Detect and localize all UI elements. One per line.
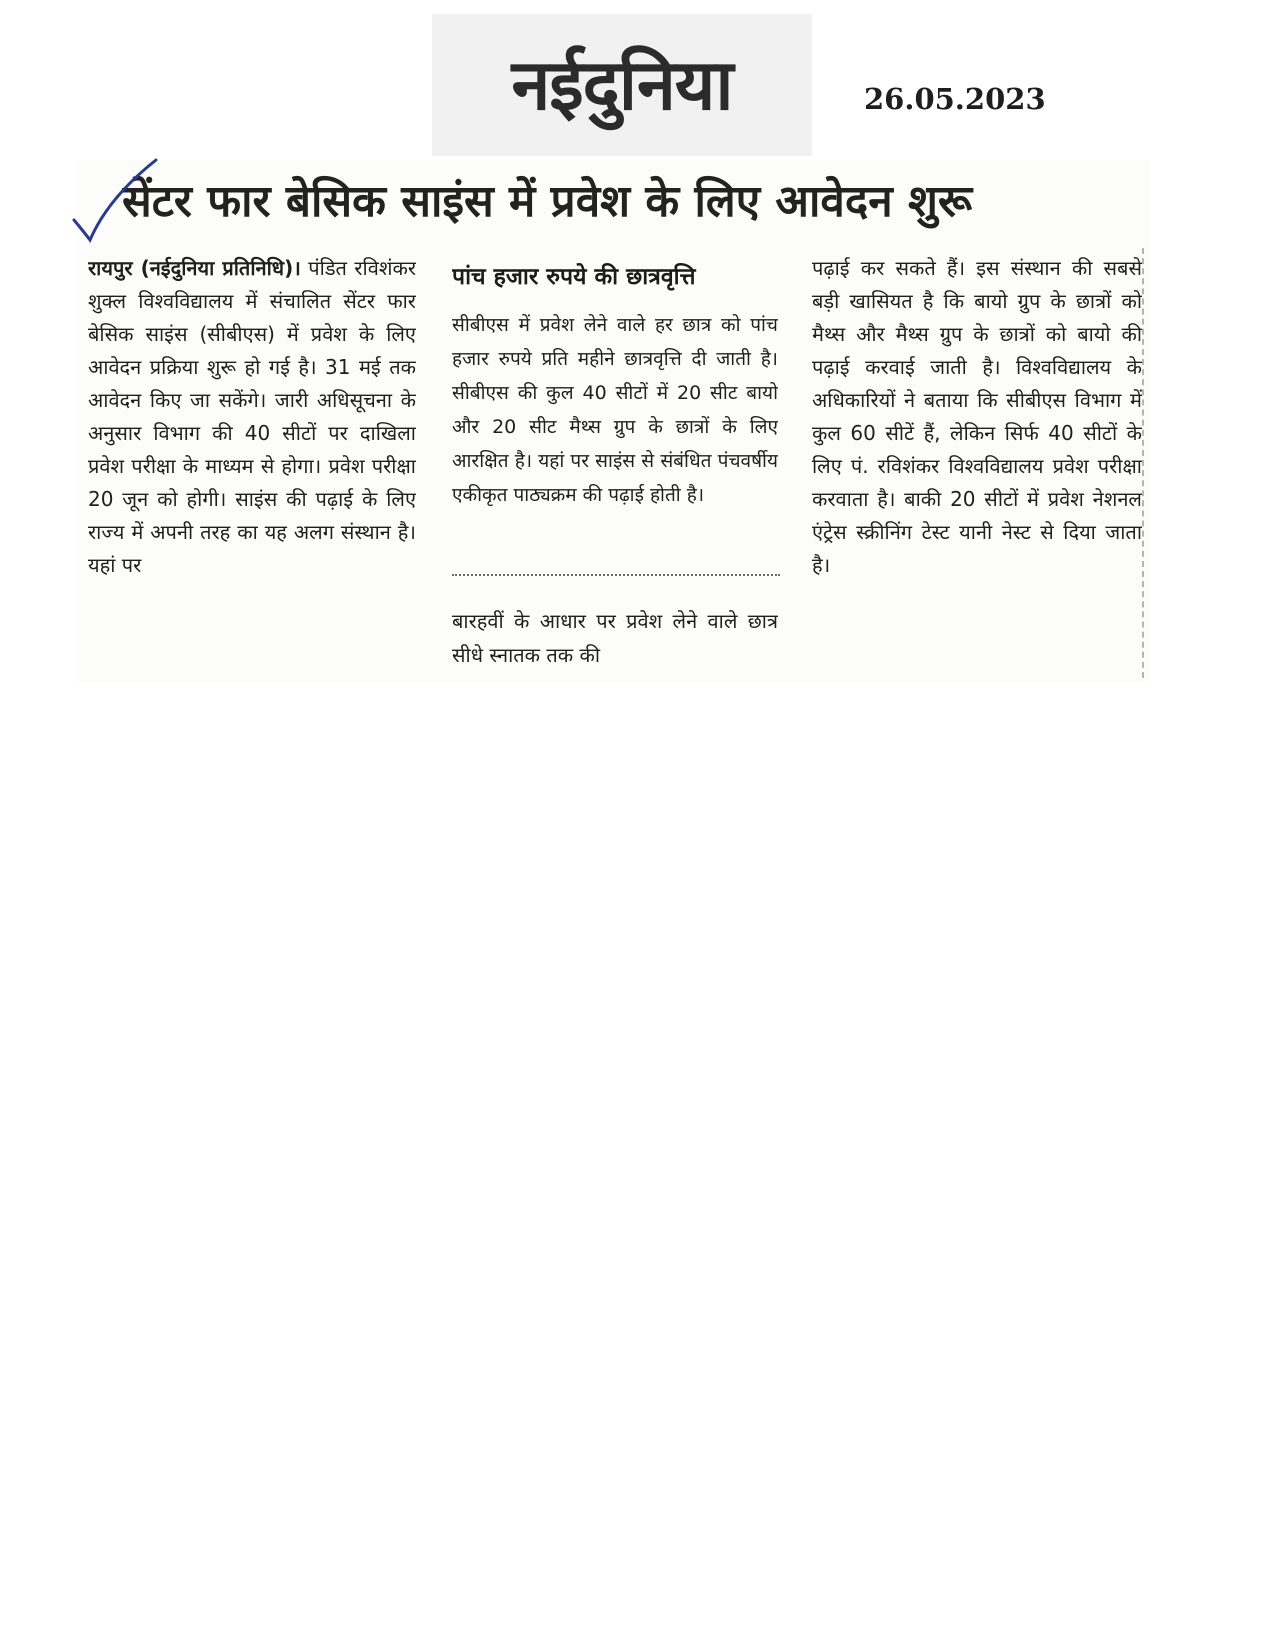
article-dateline: रायपुर (नईदुनिया प्रतिनिधि)। (88, 256, 301, 280)
check-mark-icon (68, 158, 164, 254)
article-column-right: पढ़ाई कर सकते हैं। इस संस्थान की सबसे बड़ी खासियत है कि बायो ग्रुप के छात्रों को मैथ्स और मैथ्स ग्रुप के छात्रों को बायो की पढ़ाई करवाई जाती है। विश्वविद्यालय के अधिकारियों ने बताया कि सीबीएस विभाग में कुल 60 सीटें हैं, लेकिन सिर्फ 40 सीटों के लिए पं. रविशंकर विश्वविद्यालय प्रवेश परीक्षा करवाता है। बाकी 20 सीटों में प्रवेश नेशनल एंट्रेस स्क्रीनिंग टेस्ट यानी नेस्ट से दिया जाता है। (812, 256, 1142, 577)
masthead-title: नईदुनिया (511, 44, 733, 126)
newspaper-masthead (432, 14, 812, 156)
column-divider (452, 574, 780, 576)
publication-date: 26.05.2023 (864, 82, 1046, 116)
article-subheading: पांच हजार रुपये की छात्रवृत्ति (452, 264, 696, 290)
article-column-left (88, 252, 416, 676)
article-body-left: पंडित रविशंकर शुक्ल विश्वविद्यालय में संचालित सेंटर फार बेसिक साइंस (सीबीएस) में प्रवेश के लिए आवेदन प्रक्रिया शुरू हो गई है। 31 मई तक आवेदन किए जा सकेंगे। जारी अधिसूचना के अनुसार विभाग की 40 सीटों पर दाखिला प्रवेश परीक्षा के माध्यम से होगा। प्रवेश परीक्षा 20 जून को होगी। साइंस की पढ़ाई के लिए राज्य में अपनी तरह का यह अलग संस्थान है। यहां पर (88, 256, 416, 577)
article-body-middle-bottom: बारहवीं के आधार पर प्रवेश लेने वाले छात्र सीधे स्नातक तक की (452, 609, 778, 667)
clipping-edge (1142, 248, 1144, 678)
article-body-middle-top: सीबीएस में प्रवेश लेने वाले हर छात्र को पांच हजार रुपये प्रति महीने छात्रवृत्ति दी जाती है। सीबीएस की कुल 40 सीटों में 20 सीट बायो और 20 सीट मैथ्स ग्रुप के छात्रों के लिए आरक्षित है। यहां पर साइंस से संबंधित पंचवर्षीय एकीकृत पाठ्यक्रम की पढ़ाई होती है। (452, 314, 778, 506)
article-headline: सेंटर फार बेसिक साइंस में प्रवेश के लिए आवेदन शुरू (122, 176, 973, 227)
